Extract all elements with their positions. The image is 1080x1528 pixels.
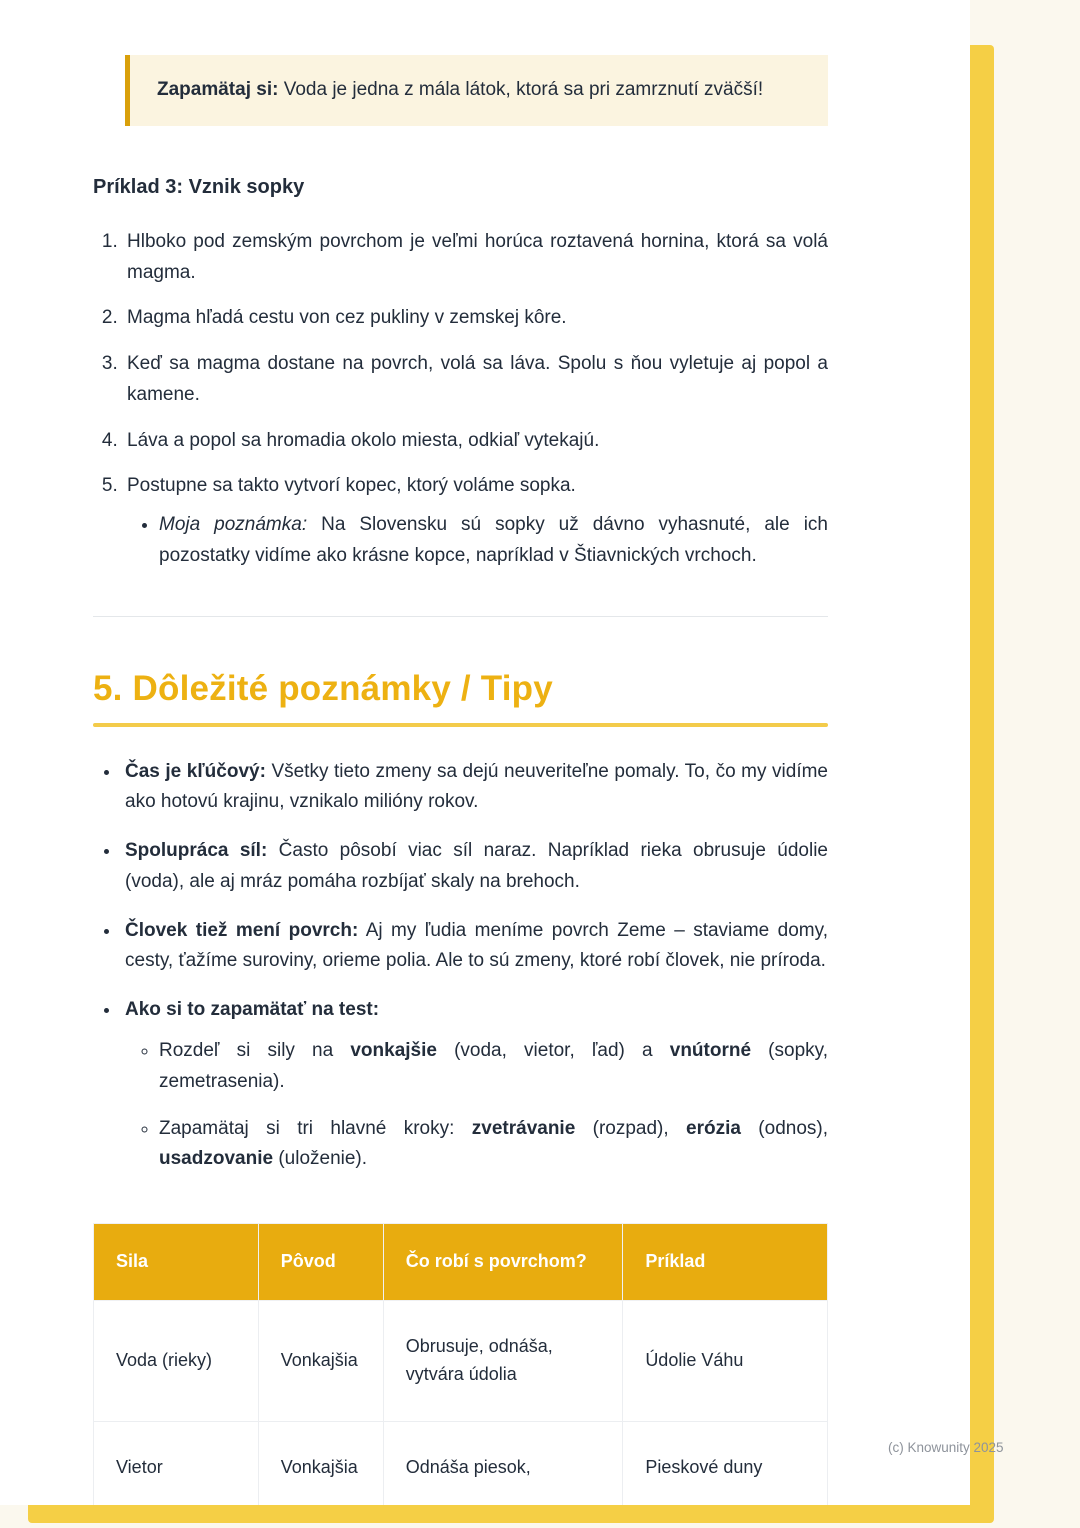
list-item	[121, 916, 828, 978]
table-header-priklad: Príklad	[623, 1224, 828, 1301]
sub-list-item-text: Zapamätaj si tri hlavné kroky: zvetrávanie (rozpad), erózia (odnos), usadzovanie (uloženie).	[159, 1117, 829, 1170]
table-header-row	[94, 1224, 828, 1301]
copyright-text: (c) Knowunity 2025	[888, 1440, 1004, 1455]
list-item	[123, 471, 828, 571]
sub-list	[125, 1036, 828, 1175]
section5-underline	[93, 723, 828, 727]
table-cell: Vonkajšia	[258, 1300, 383, 1421]
table-cell: Pieskové duny	[623, 1421, 828, 1505]
table-cell: Vietor	[94, 1421, 259, 1505]
note-text: Moja poznámka: Na Slovensku sú sopky už dávno vyhasnuté, ale ich pozostatky vidíme ako krásne kopce, napríklad v Štiavnických vrchoch.	[159, 514, 828, 566]
list-item-text: Ako si to zapamätať na test:	[125, 999, 380, 1021]
table-cell: Obrusuje, odnáša, vytvára údolia	[383, 1300, 623, 1421]
forces-table	[93, 1223, 828, 1505]
list-item-text: Čas je kľúčový: Všetky tieto zmeny sa dejú neuveriteľne pomaly. To, čo my vidíme ako hotovú krajinu, vznikalo milióny rokov.	[125, 760, 828, 813]
table-header-sila: Sila	[94, 1224, 259, 1301]
list-item	[123, 227, 828, 289]
table-cell: Voda (rieky)	[94, 1300, 259, 1421]
list-item	[123, 426, 828, 457]
tips-list	[93, 757, 828, 1175]
table-cell: Údolie Váhu	[623, 1300, 828, 1421]
sub-list-item	[159, 1036, 828, 1098]
sub-list-item-text: Rozdeľ si sily na vonkajšie (voda, vietor, ľad) a vnútorné (sopky, zemetrasenia).	[159, 1040, 829, 1092]
table-header-povod: Pôvod	[258, 1224, 383, 1301]
list-item-text: Postupne sa takto vytvorí kopec, ktorý voláme sopka.	[127, 475, 576, 497]
callout-accent-bar	[125, 55, 130, 126]
list-item-text: Hlboko pod zemským povrchom je veľmi horúca roztavená hornina, ktorá sa volá magma.	[127, 230, 828, 283]
section5-title: 5. Dôležité poznámky / Tipy	[93, 668, 553, 708]
callout-remember	[125, 55, 828, 126]
list-item	[121, 757, 828, 819]
note-list	[127, 510, 828, 572]
note-item	[159, 510, 828, 572]
sub-list-item	[159, 1114, 828, 1176]
example3-list	[93, 227, 828, 572]
example3-title: Príklad 3: Vznik sopky	[93, 175, 305, 198]
list-item-text: Keď sa magma dostane na povrch, volá sa láva. Spolu s ňou vyletuje aj popol a kamene.	[127, 353, 828, 405]
table-cell: Odnáša piesok,	[383, 1421, 623, 1505]
table-cell: Vonkajšia	[258, 1421, 383, 1505]
table-row	[94, 1300, 828, 1421]
table-header-co-robi: Čo robí s povrchom?	[383, 1224, 623, 1301]
list-item-text: Spolupráca síl: Často pôsobí viac síl naraz. Napríklad rieka obrusuje údolie (voda), ale aj mráz pomáha rozbíjať skaly na brehoch.	[125, 840, 829, 892]
list-item	[123, 303, 828, 334]
list-item	[121, 995, 828, 1175]
list-item	[121, 836, 828, 898]
callout-text: Zapamätaj si: Voda je jedna z mála látok, ktorá sa pri zamrznutí zväčší!	[157, 79, 764, 100]
section-divider	[93, 616, 828, 617]
list-item-text: Magma hľadá cestu von cez pukliny v zemskej kôre.	[127, 307, 567, 329]
list-item	[123, 349, 828, 411]
list-item-text: Človek tiež mení povrch: Aj my ľudia meníme povrch Zeme – staviame domy, cesty, ťažíme suroviny, orieme polia. Ale to sú zmeny, ktoré robí človek, nie príroda.	[125, 919, 829, 972]
table-row	[94, 1421, 828, 1505]
list-item-text: Láva a popol sa hromadia okolo miesta, odkiaľ vytekajú.	[127, 429, 600, 451]
